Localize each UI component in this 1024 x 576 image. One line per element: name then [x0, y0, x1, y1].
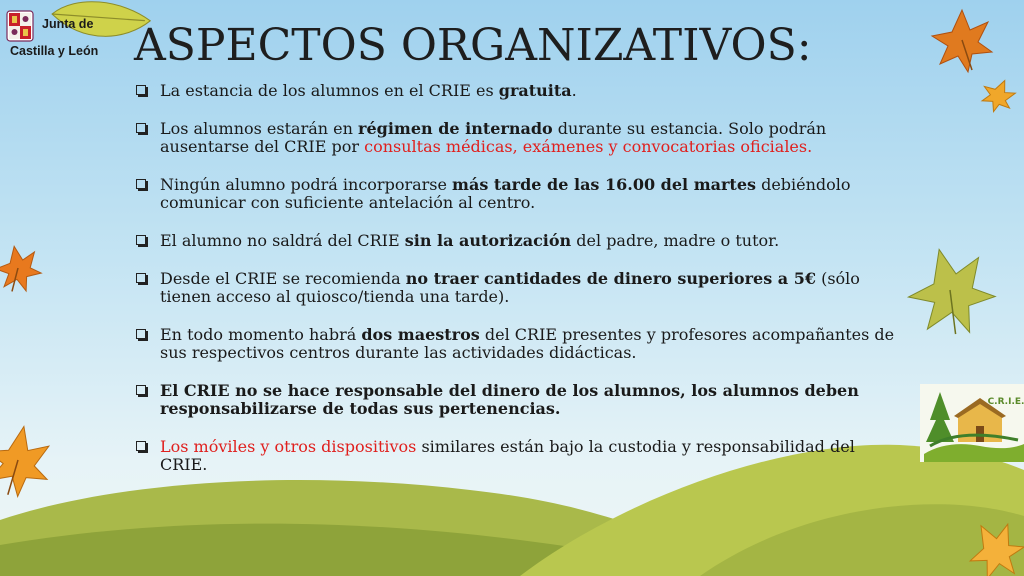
list-item: Desde el CRIE se recomienda no traer cantidades de dinero superiores a 5€ (sólo tienen acceso al quiosco/tienda una tarde). [136, 270, 896, 306]
checkbox-bullet-icon [136, 329, 146, 339]
logo-line-2: Castilla y León [10, 44, 99, 58]
crie-logo-icon [920, 384, 1024, 462]
list-item: Los alumnos estarán en régimen de internado durante su estancia. Solo podrán ausentarse del CRIE por consultas médicas, exámenes y convocatorias oficiales. [136, 120, 896, 156]
autumn-leaf-icon [976, 74, 1019, 117]
logo-line-1: Junta de [42, 17, 94, 31]
checkbox-bullet-icon [136, 235, 146, 245]
checkbox-bullet-icon [136, 273, 146, 283]
checkbox-bullet-icon [136, 441, 146, 451]
autumn-leaf-icon [899, 239, 1003, 346]
list-item: La estancia de los alumnos en el CRIE es gratuita. [136, 82, 896, 100]
crie-logo-text: C.R.I.E. [987, 397, 1024, 407]
checkbox-bullet-icon [136, 123, 146, 133]
checkbox-bullet-icon [136, 179, 146, 189]
autumn-leaf-icon [932, 10, 992, 72]
list-item: Los móviles y otros dispositivos similares están bajo la custodia y responsabilidad del CRIE. [136, 438, 896, 474]
checkbox-bullet-icon [136, 85, 146, 95]
autumn-leaf-icon [0, 421, 55, 501]
junta-castilla-leon-logo [6, 8, 98, 60]
list-item: El CRIE no se hace responsable del dinero de los alumnos, los alumnos deben responsabilizarse de todas sus pertenencias. [136, 382, 896, 418]
autumn-leaf-icon [0, 243, 44, 296]
checkbox-bullet-icon [136, 385, 146, 395]
list-item: El alumno no saldrá del CRIE sin la autorización del padre, madre o tutor. [136, 232, 896, 250]
crest-icon [6, 10, 34, 44]
list-item: En todo momento habrá dos maestros del CRIE presentes y profesores acompañantes de sus respectivos centros durante las actividades didácticas. [136, 326, 896, 362]
list-item: Ningún alumno podrá incorporarse más tarde de las 16.00 del martes debiéndolo comunicar con suficiente antelación al centro. [136, 176, 896, 212]
rules-list [136, 82, 896, 474]
page-title: ASPECTOS ORGANIZATIVOS: [134, 20, 812, 71]
